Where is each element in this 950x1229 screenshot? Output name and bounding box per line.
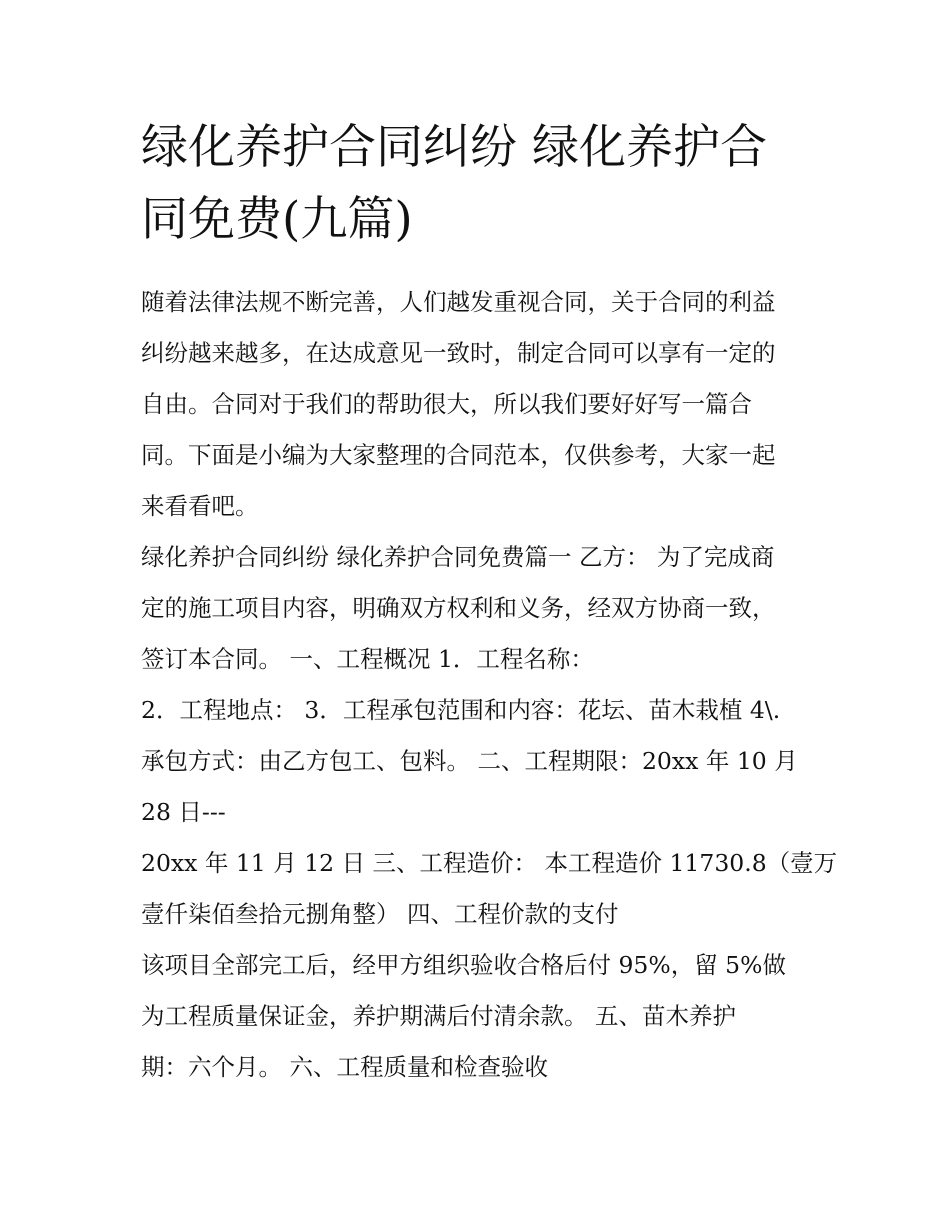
body-line: 28 日--- <box>141 798 226 826</box>
body-line: 该项目全部完工后，经甲方组织验收合格后付 95%，留 5%做 <box>141 951 786 979</box>
document-body <box>141 277 838 1093</box>
body-line: 承包方式：由乙方包工、包料。 二、工程期限：20xx 年 10 月 <box>141 747 798 775</box>
body-line: 纠纷越来越多，在达成意见一致时，制定合同可以享有一定的 <box>141 339 776 367</box>
title-line-1: 绿化养护合同纠纷 绿化养护合 <box>141 120 767 175</box>
body-line: 自由。合同对于我们的帮助很大，所以我们要好好写一篇合 <box>141 390 752 418</box>
body-line: 签订本合同。 一、工程概况 1．工程名称： <box>141 645 594 673</box>
body-line: 定的施工项目内容，明确双方权利和义务，经双方协商一致， <box>141 594 776 622</box>
body-line: 为工程质量保证金，养护期满后付清余款。 五、苗木养护 <box>141 1002 736 1030</box>
title-line-2: 同免费(九篇) <box>141 192 413 247</box>
body-line: 2．工程地点： 3．工程承包范围和内容：花坛、苗木栽植 4\. <box>141 696 781 724</box>
body-line: 20xx 年 11 月 12 日 三、工程造价： 本工程造价 11730.8（壹万 <box>141 849 838 877</box>
document-title <box>141 112 821 256</box>
body-line: 壹仟柒佰叁拾元捌角整） 四、工程价款的支付 <box>141 900 619 928</box>
body-line: 随着法律法规不断完善，人们越发重视合同，关于合同的利益 <box>141 288 776 316</box>
body-line: 同。下面是小编为大家整理的合同范本，仅供参考，大家一起 <box>141 441 776 469</box>
body-line: 绿化养护合同纠纷 绿化养护合同免费篇一 乙方： 为了完成商 <box>141 543 775 571</box>
body-line: 来看看吧。 <box>141 492 259 520</box>
body-line: 期：六个月。 六、工程质量和检查验收 <box>141 1053 548 1081</box>
